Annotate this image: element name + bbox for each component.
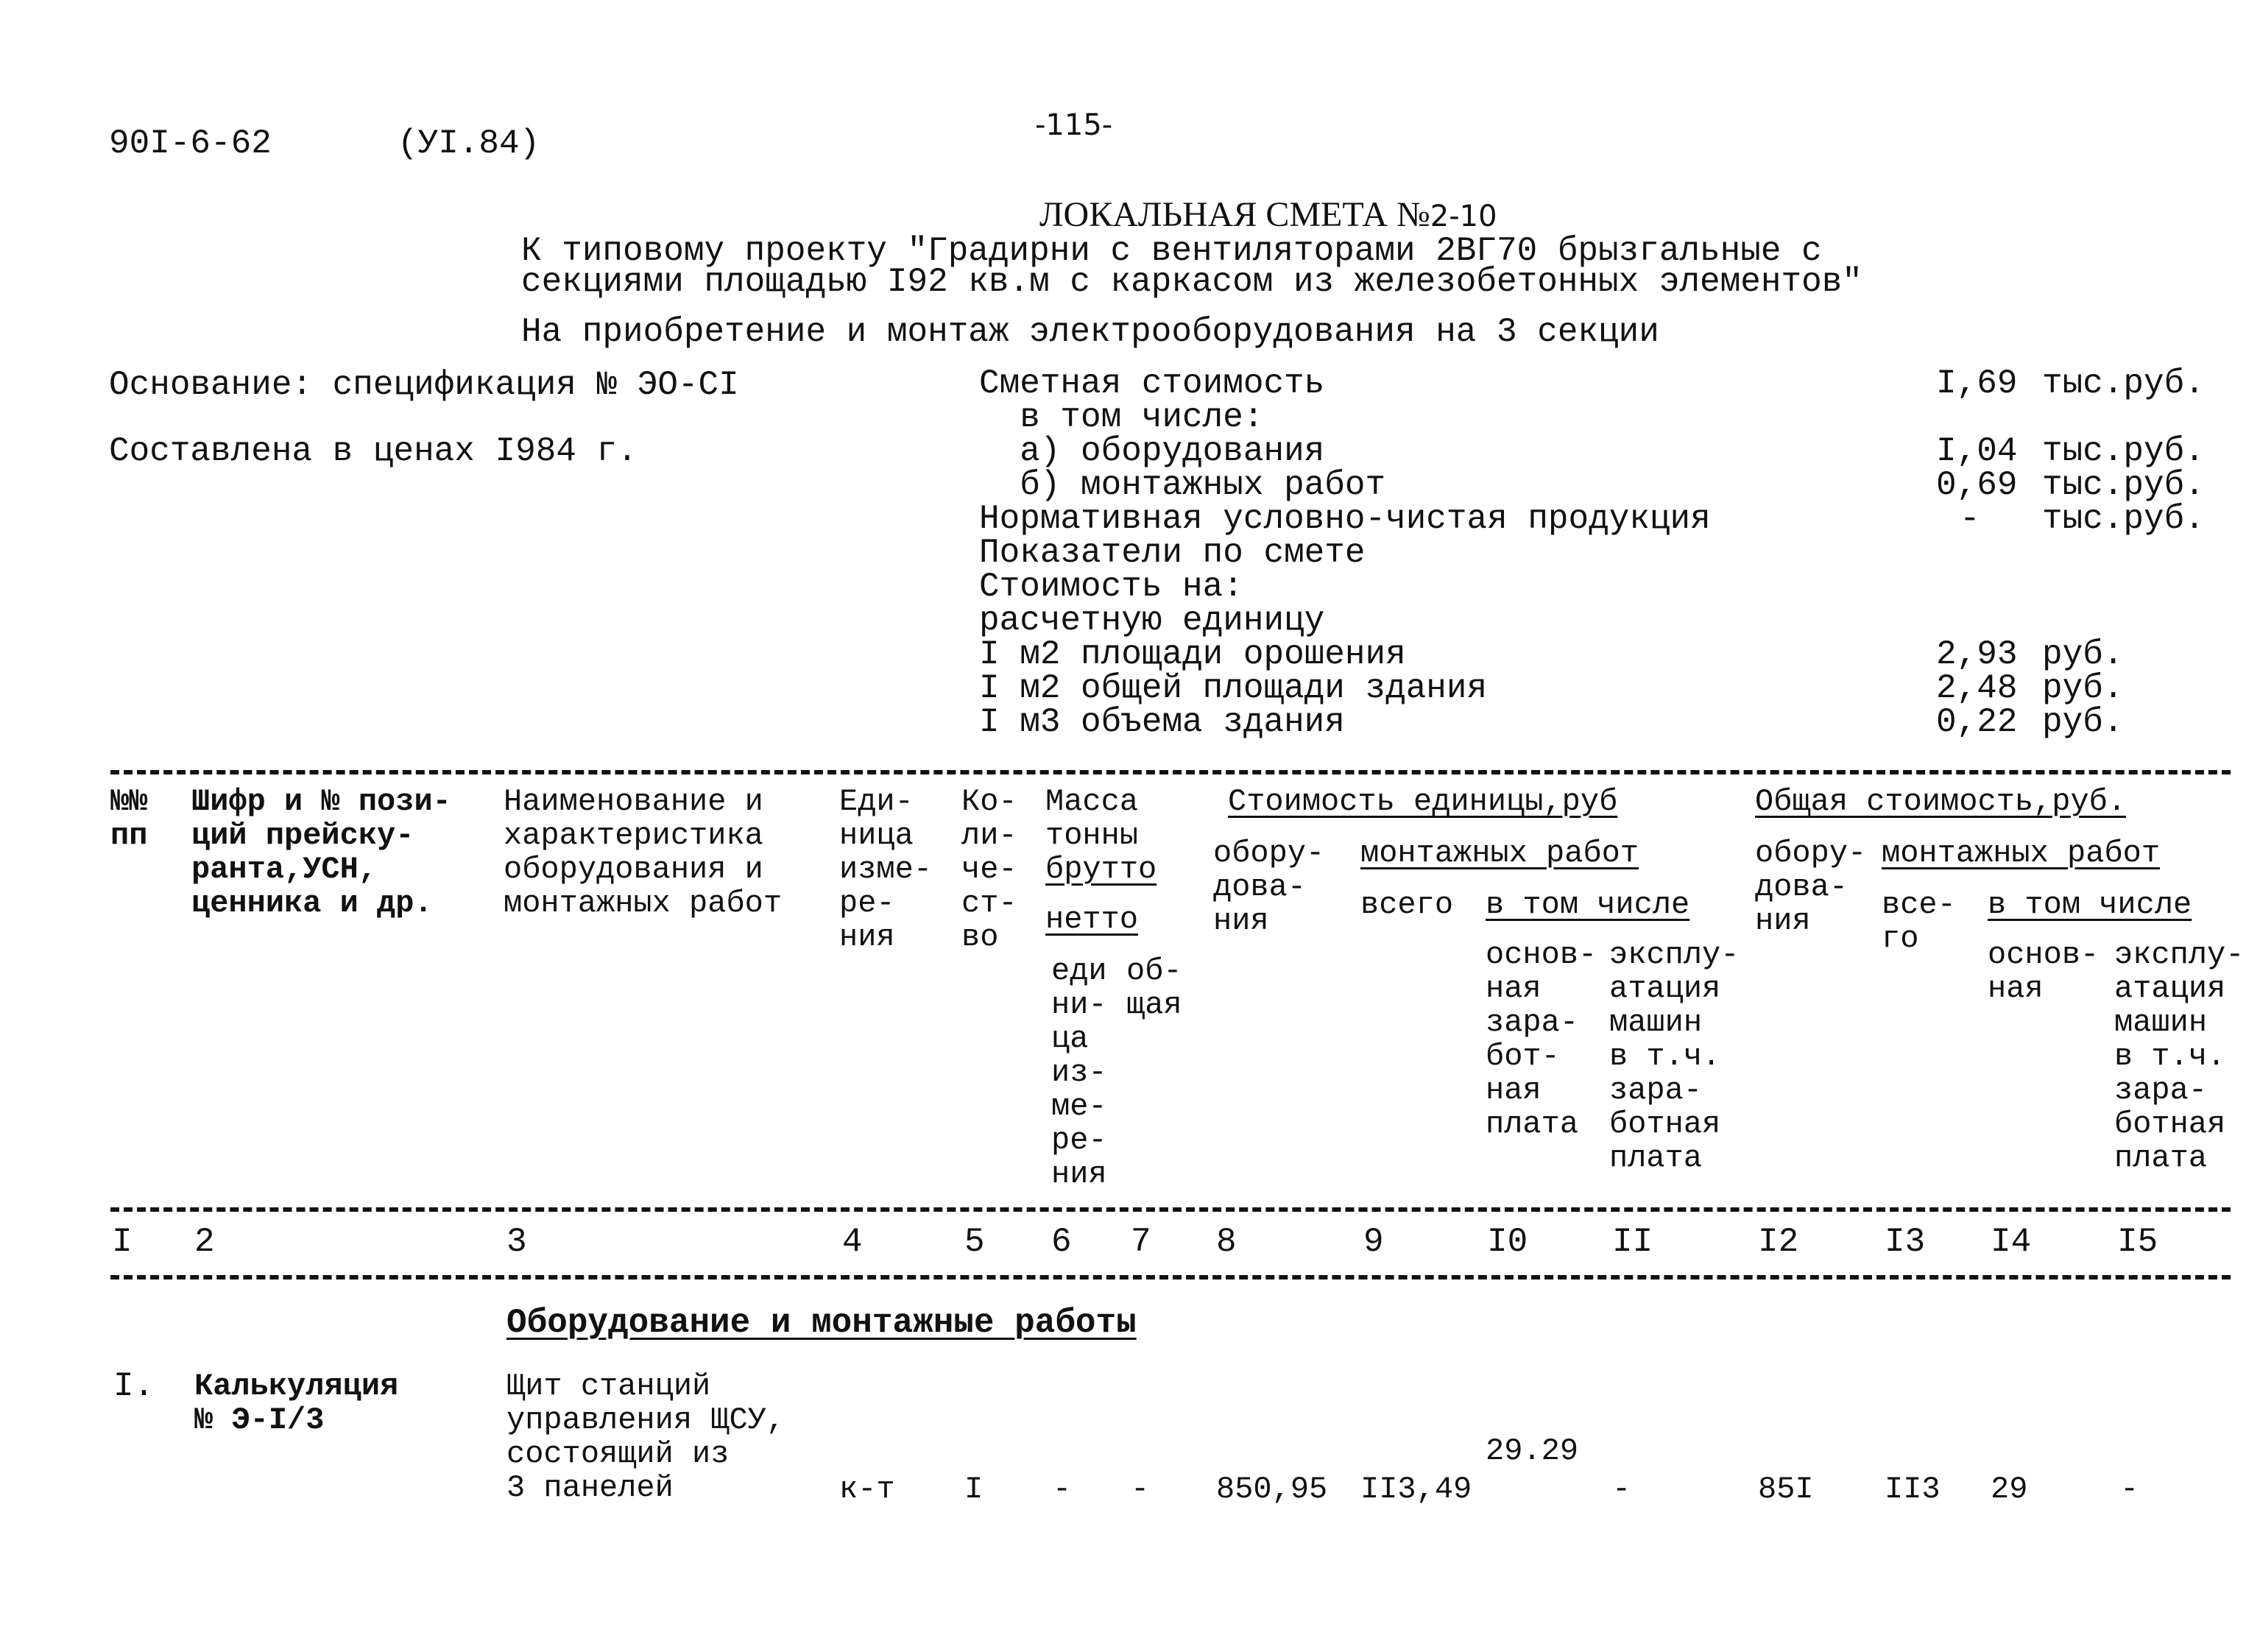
row-machines-total: - xyxy=(2120,1472,2139,1507)
row-code: Калькуляция № Э-I/3 xyxy=(194,1369,399,1438)
column-number: 3 xyxy=(506,1223,527,1261)
unit-label: тыс.руб. xyxy=(2042,466,2205,504)
foundation-spec: Основание: спецификация № ЭО-СI xyxy=(109,366,739,404)
column-number: 4 xyxy=(842,1223,863,1261)
unit-label: руб. xyxy=(2042,703,2124,741)
header-unit-cost: Стоимость единицы,руб xyxy=(1228,784,1618,819)
unit-label: руб. xyxy=(2042,669,2124,707)
column-number: 5 xyxy=(964,1223,985,1261)
row-unit: к-т xyxy=(839,1472,895,1507)
project-line-2: секциями площадью I92 кв.м с каркасом из железобетонных элементов" xyxy=(521,263,1862,301)
row-mass-unit: - xyxy=(1053,1472,1072,1507)
header-installation-unit: монтажных работ xyxy=(1360,836,1639,871)
column-number: 7 xyxy=(1131,1223,1151,1261)
summary-line: Стоимость на: xyxy=(979,568,1243,606)
document-code: 90I-6-62 xyxy=(109,124,272,163)
column-number: I0 xyxy=(1487,1223,1528,1261)
header-col-10: основ- ная зара- бот- ная плата xyxy=(1486,937,1597,1142)
row-equipment-unit-cost: 850,95 xyxy=(1216,1472,1328,1507)
header-col-6: еди ни- ца из- ме- ре- ния xyxy=(1051,953,1107,1192)
price-basis: Составлена в ценах I984 г. xyxy=(109,432,638,470)
summary-line: Нормативная условно-чистая продукция xyxy=(979,500,1711,538)
column-number: I2 xyxy=(1758,1223,1799,1261)
header-netto: нетто xyxy=(1045,902,1139,937)
row-name: Щит станций управления ЩСУ, состоящий из 3 панелей xyxy=(506,1369,785,1505)
document-title xyxy=(1022,162,1497,233)
summary-line: I м2 площади орошения xyxy=(979,635,1406,674)
installation-cost-value: 0,69 xyxy=(1936,466,2018,504)
column-number: 8 xyxy=(1216,1223,1237,1261)
project-subject: На приобретение и монтаж электрооборудования на 3 секции xyxy=(521,313,1659,351)
header-incl-total: в том числе xyxy=(1988,887,2192,922)
header-bottom-rule xyxy=(110,1207,2231,1212)
header-col-14: основ- ная xyxy=(1988,937,2100,1006)
row-base-pay-total: 29 xyxy=(1991,1472,2028,1507)
column-number: 9 xyxy=(1363,1223,1384,1261)
per-floor-m2-value: 2,48 xyxy=(1936,669,2018,707)
row-quantity: I xyxy=(964,1472,984,1507)
header-col-15: в т.ч. зара- ботная плата xyxy=(2114,1039,2226,1176)
net-product-value: - xyxy=(1960,500,1980,538)
summary-line: б) монтажных работ xyxy=(979,466,1386,504)
summary-line: в том числе: xyxy=(979,398,1264,437)
column-number: 6 xyxy=(1051,1223,1072,1261)
page-number: -115- xyxy=(1035,108,1113,142)
section-title: Оборудование и монтажные работы xyxy=(506,1304,1137,1342)
header-col-12: обору- дова- ния xyxy=(1755,836,1867,939)
numbers-bottom-rule xyxy=(110,1275,2231,1279)
unit-label: тыс.руб. xyxy=(2042,364,2205,403)
unit-label: тыс.руб. xyxy=(2042,500,2205,538)
column-number: I5 xyxy=(2117,1223,2158,1261)
row-number: I. xyxy=(113,1367,155,1405)
header-incl-unit: в том числе xyxy=(1486,887,1690,922)
unit-label: тыс.руб. xyxy=(2042,432,2205,470)
row-base-pay-unit: 29.29 xyxy=(1486,1433,1579,1469)
header-col-2: Шифр и № пози- ций прейску- ранта,УСН, ценника и др. xyxy=(191,784,451,921)
row-mass-total: - xyxy=(1131,1472,1150,1507)
summary-line: а) оборудования xyxy=(979,432,1325,470)
header-brutto: брутто xyxy=(1045,852,1157,887)
summary-line: I м2 общей площади здания xyxy=(979,669,1488,707)
header-col-3: Наименование и характеристика оборудования и монтажных работ xyxy=(504,784,783,921)
header-col-13: все- го xyxy=(1882,887,1956,956)
summary-line: Показатели по смете xyxy=(979,534,1366,572)
header-col-11: в т.ч. зара- ботная плата xyxy=(1609,1039,1721,1176)
header-col-15-machines: эксплу- атация машин xyxy=(2114,937,2245,1040)
row-installation-total: II3 xyxy=(1885,1472,1941,1507)
document-date: (УI.84) xyxy=(398,124,540,163)
header-col-7: об- щая xyxy=(1126,953,1182,1023)
column-number: I xyxy=(112,1223,133,1261)
row-machines-unit: - xyxy=(1612,1472,1631,1507)
summary-line: I м3 объема здания xyxy=(979,703,1345,741)
estimate-number: 2-10 xyxy=(1430,200,1497,233)
summary-line: Сметная стоимость xyxy=(979,364,1325,403)
header-col-8: обору- дова- ния xyxy=(1213,836,1325,939)
summary-line: расчетную единицу xyxy=(979,601,1325,640)
header-col-4: Еди- ница изме- ре- ния xyxy=(839,784,933,955)
header-mass: Масса тонны xyxy=(1045,784,1139,853)
column-number: II xyxy=(1612,1223,1653,1261)
column-number: 2 xyxy=(194,1223,215,1261)
unit-label: руб. xyxy=(2042,635,2124,674)
column-number: I4 xyxy=(1991,1223,2032,1261)
header-installation-total: монтажных работ xyxy=(1882,836,2161,871)
table-top-rule xyxy=(110,770,2231,774)
per-irrigation-m2-value: 2,93 xyxy=(1936,635,2018,674)
row-installation-unit-cost: II3,49 xyxy=(1360,1472,1472,1507)
document-title-prefix: ЛОКАЛЬНАЯ СМЕТА № xyxy=(1039,195,1430,234)
column-number: I3 xyxy=(1885,1223,1926,1261)
row-equipment-total: 85I xyxy=(1758,1472,1814,1507)
header-col-11-machines: эксплу- атация машин xyxy=(1609,937,1740,1040)
project-line-1: К типовому проекту "Градирни с вентиляторами 2ВГ70 брызгальные с xyxy=(521,232,1822,270)
per-volume-m3-value: 0,22 xyxy=(1936,703,2018,741)
equipment-cost-value: I,04 xyxy=(1936,432,2018,470)
total-cost-value: I,69 xyxy=(1936,364,2018,403)
header-col-9: всего xyxy=(1360,887,1454,922)
header-col-5: Ко- ли- че- ст- во xyxy=(961,784,1017,955)
header-total-cost: Общая стоимость,руб. xyxy=(1755,784,2127,819)
header-col-1: №№ пп xyxy=(110,784,148,853)
